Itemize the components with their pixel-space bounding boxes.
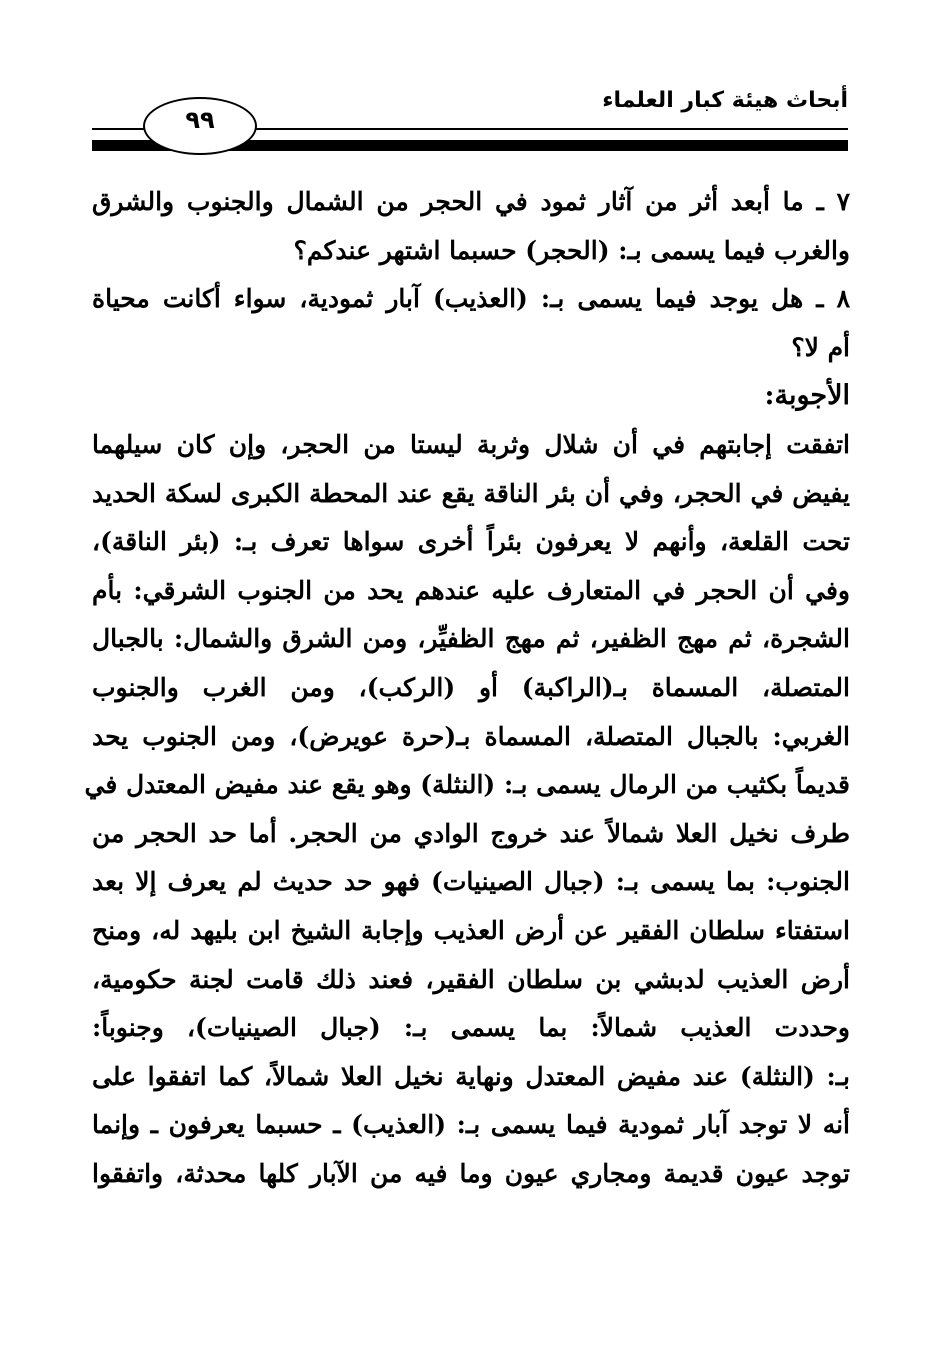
text-line: توجد عيون قديمة ومجاري عيون وما فيه من الآبار كلها محدثة، واتفقوا [92,1158,850,1188]
text-line: الغربي: بالجبال المتصلة، المسماة بـ(حرة عويرض)، ومن الجنوب يحد [92,721,850,751]
text-line: المتصلة، المسماة بـ(الراكبة) أو (الركب)، ومن الغرب والجنوب [92,672,850,702]
text-line: اتفقت إجابتهم في أن شلال وثربة ليستا من الحجر، وإن كان سيلهما [92,429,850,459]
text-line: بـ: (النثلة) عند مفيض المعتدل ونهاية نخيل العلا شمالاً، كما اتفقوا على [92,1061,850,1091]
text-line: وفي أن الحجر في المتعارف عليه عندهم يحد من الجنوب الشرقي: بأم [92,575,850,605]
text-line: يفيض في الحجر، وفي أن بئر الناقة يقع عند المحطة الكبرى لسكة الحديد [92,478,850,508]
running-header-title: أبحاث هيئة كبار العلماء [602,88,848,113]
text-line: تحت القلعة، وأنهم لا يعرفون بئراً أخرى سواها تعرف بـ: (بئر الناقة)، [92,527,850,557]
text-line: والغرب فيما يسمى بـ: (الحجر) حسبما اشتهر عندكم؟ [293,235,850,265]
text-line: وحددت العذيب شمالاً: بما يسمى بـ: (جبال الصينيات)، وجنوباً: [92,1013,850,1043]
text-line: أنه لا توجد آبار ثمودية فيما يسمى بـ: (العذيب) ـ حسبما يعرفون ـ وإنما [92,1110,850,1140]
text-line: قديماً بكثيب من الرمال يسمى بـ: (النثلة) وهو يقع عند مفيض المعتدل في [84,770,850,800]
page-number: ٩٩ [185,106,215,134]
text-line: طرف نخيل العلا شمالاً عند خروج الوادي من الحجر. أما حد الحجر من [92,818,850,848]
text-line: ٧ ـ ما أبعد أثر من آثار ثمود في الحجر من الشمال والجنوب والشرق [92,187,850,216]
text-line: أرض العذيب لدبشي بن سلطان الفقير، فعند ذلك قامت لجنة حكومية، [92,964,850,994]
text-line: استفتاء سلطان الفقير عن أرض العذيب وإجابة الشيخ ابن بليهد له، ومنح [92,915,850,945]
body-text [84,178,850,1198]
text-line: أم لا؟ [791,332,850,362]
text-line: ٨ ـ هل يوجد فيما يسمى بـ: (العذيب) آبار ثمودية، سواء أكانت محياة [92,284,850,314]
text-line: الجنوب: بما يسمى بـ: (جبال الصينيات) فهو حد حديث لم يعرف إلا بعد [92,867,850,897]
answers-heading: الأجوبة: [764,380,850,412]
text-line: الشجرة، ثم مهج الظفير، ثم مهج الظفيِّر، ومن الشرق والشمال: بالجبال [92,624,850,654]
